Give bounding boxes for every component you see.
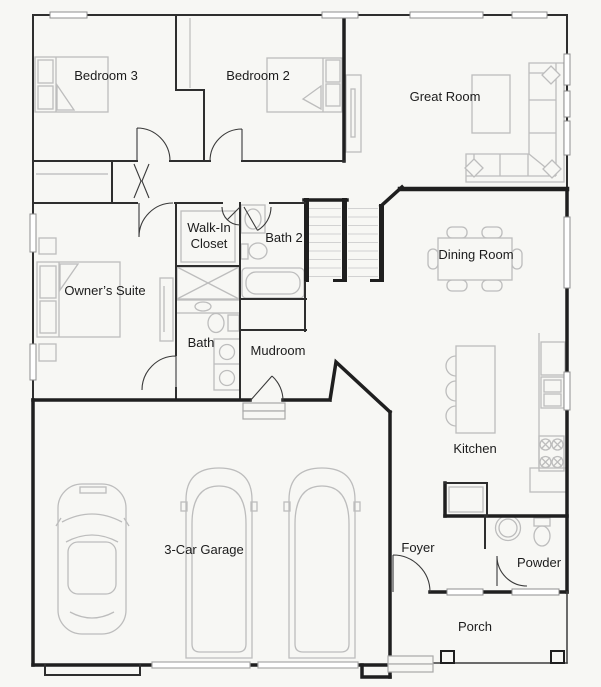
garage-label: 3-Car Garage [164,542,244,557]
kitchen-label: Kitchen [453,441,497,456]
bedroom2-door [210,129,242,161]
garage-entry-door [250,376,283,401]
owners-suite-bed [37,262,120,337]
garage-car-sedan [56,484,129,634]
hall-bifold-doors [134,164,149,198]
owners-suite-nightstand [39,238,56,254]
bath2-label: Bath 2 [265,230,303,245]
powder-label: Powder [516,555,562,570]
bath-label: Bath [187,335,215,350]
great-room-sectional-sofa [465,63,564,182]
owners-bath-toilet [208,314,239,333]
staircase [304,187,402,282]
walk-in-closet-label-line2: Closet [190,236,228,251]
garage-car-suv [284,468,360,658]
bedroom3-door [137,128,170,161]
owners-suite-nightstand [39,344,56,361]
owners-suite-door [139,203,173,237]
owners-suite-dresser [160,278,173,341]
owners-suite-label: Owner’s Suite [64,283,146,298]
bedroom2-label: Bedroom 2 [226,68,290,83]
dining-room-label: Dining Room [438,247,514,262]
bath2-vanity-sink [241,205,265,233]
kitchen-island [456,346,495,433]
kitchen-double-oven [541,377,564,408]
great-room-label: Great Room [409,89,481,104]
owners-bath-shower [177,267,239,299]
bedroom3-label: Bedroom 3 [74,68,138,83]
garage-car-suv [181,468,257,658]
owners-bath-vanity-sink [176,300,240,313]
porch-columns [441,651,564,663]
great-room-tv-console [346,75,361,152]
front-door [393,555,430,592]
garage-entry-steps [243,403,285,419]
porch-steps [388,656,433,672]
porch-label: Porch [458,619,492,634]
mudroom-label: Mudroom [250,343,306,358]
owners-bath-door [142,356,176,390]
great-room-coffee-table [472,75,510,133]
foyer-label: Foyer [401,540,435,555]
bedroom3-bed [35,57,108,112]
powder-toilet [534,518,550,546]
laundry-washer-dryer [214,339,240,390]
powder-sink [496,516,521,541]
kitchen-counter [530,333,567,492]
walk-in-closet-label-line1: Walk-In [187,220,231,235]
pantry-shelving [449,487,483,512]
kitchen-cooktop [539,436,564,471]
bath2-bathtub [242,268,304,298]
bath2-toilet [241,243,267,259]
bedroom2-bed [267,58,342,112]
